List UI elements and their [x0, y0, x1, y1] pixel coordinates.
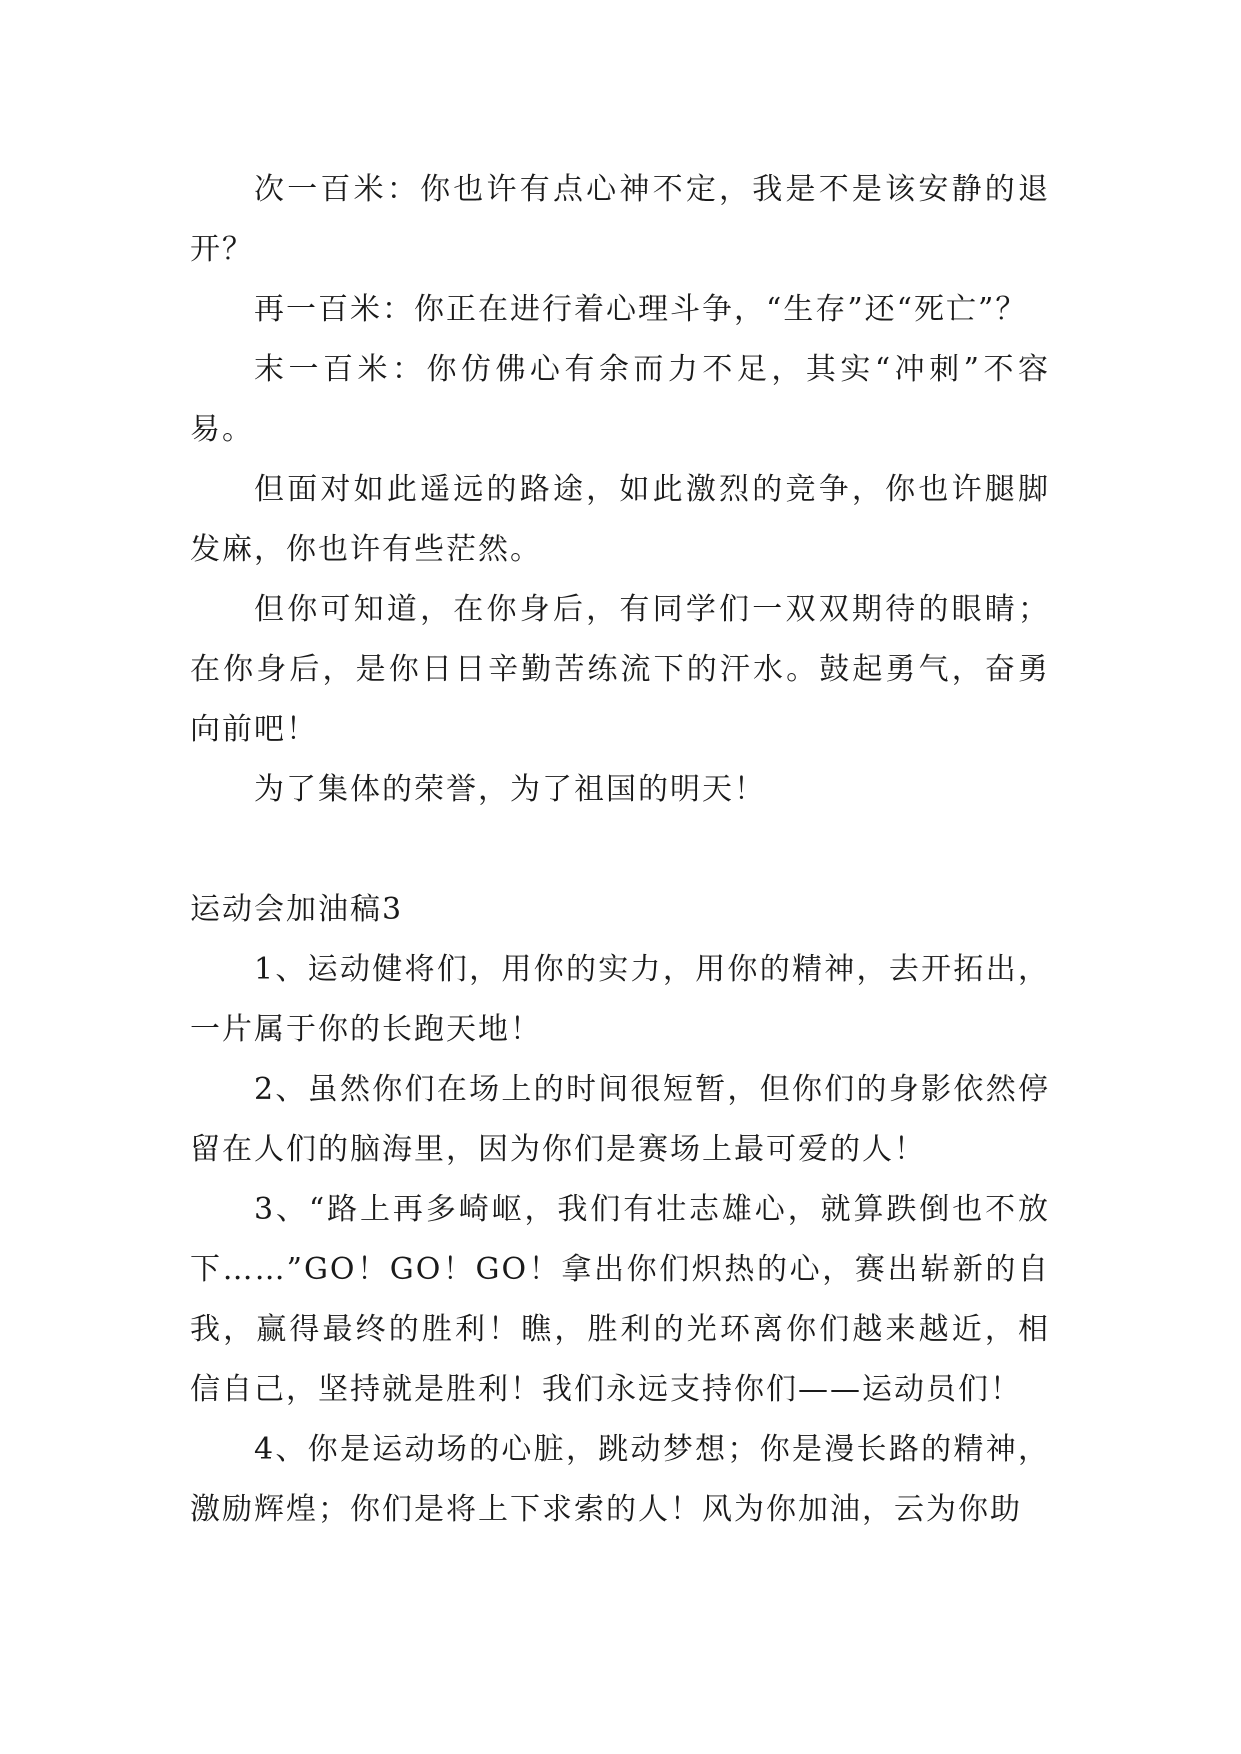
paragraph: 但面对如此遥远的路途，如此激烈的竞争，你也许腿脚发麻，你也许有些茫然。 [190, 472, 1050, 567]
paragraph: 为了集体的荣誉，为了祖国的明天！ [254, 772, 766, 807]
paragraph: 但你可知道，在你身后，有同学们一双双期待的眼睛；在你身后，是你日日辛勤苦练流下的汗水。鼓起勇气，奋勇向前吧！ [190, 592, 1050, 747]
list-item: 2、虽然你们在场上的时间很短暂，但你们的身影依然停留在人们的脑海里，因为你们是赛场上最可爱的人！ [190, 1072, 1050, 1167]
paragraph: 再一百米：你正在进行着心理斗争，“生存”还“死亡”？ [254, 292, 1028, 327]
list-item: 1、运动健将们，用你的实力，用你的精神，去开拓出，一片属于你的长跑天地！ [190, 952, 1050, 1047]
paragraph: 末一百米：你仿佛心有余而力不足，其实“冲刺”不容易。 [190, 352, 1050, 447]
paragraph: 次一百米：你也许有点心神不定，我是不是该安静的退开？ [190, 172, 1050, 267]
section-heading: 运动会加油稿3 [190, 892, 404, 927]
document-body [190, 160, 1050, 1540]
list-item: 3、“路上再多崎岖，我们有壮志雄心，就算跌倒也不放下……”GO！GO！GO！拿出你们炽热的心，赛出崭新的自我，赢得最终的胜利！瞧，胜利的光环离你们越来越近，相信自己，坚持就是胜利！我们永远支持你们——运动员们！ [190, 1192, 1050, 1407]
list-item: 4、你是运动场的心脏，跳动梦想；你是漫长路的精神，激励辉煌；你们是将上下求索的人！风为你加油，云为你助 [190, 1432, 1050, 1527]
